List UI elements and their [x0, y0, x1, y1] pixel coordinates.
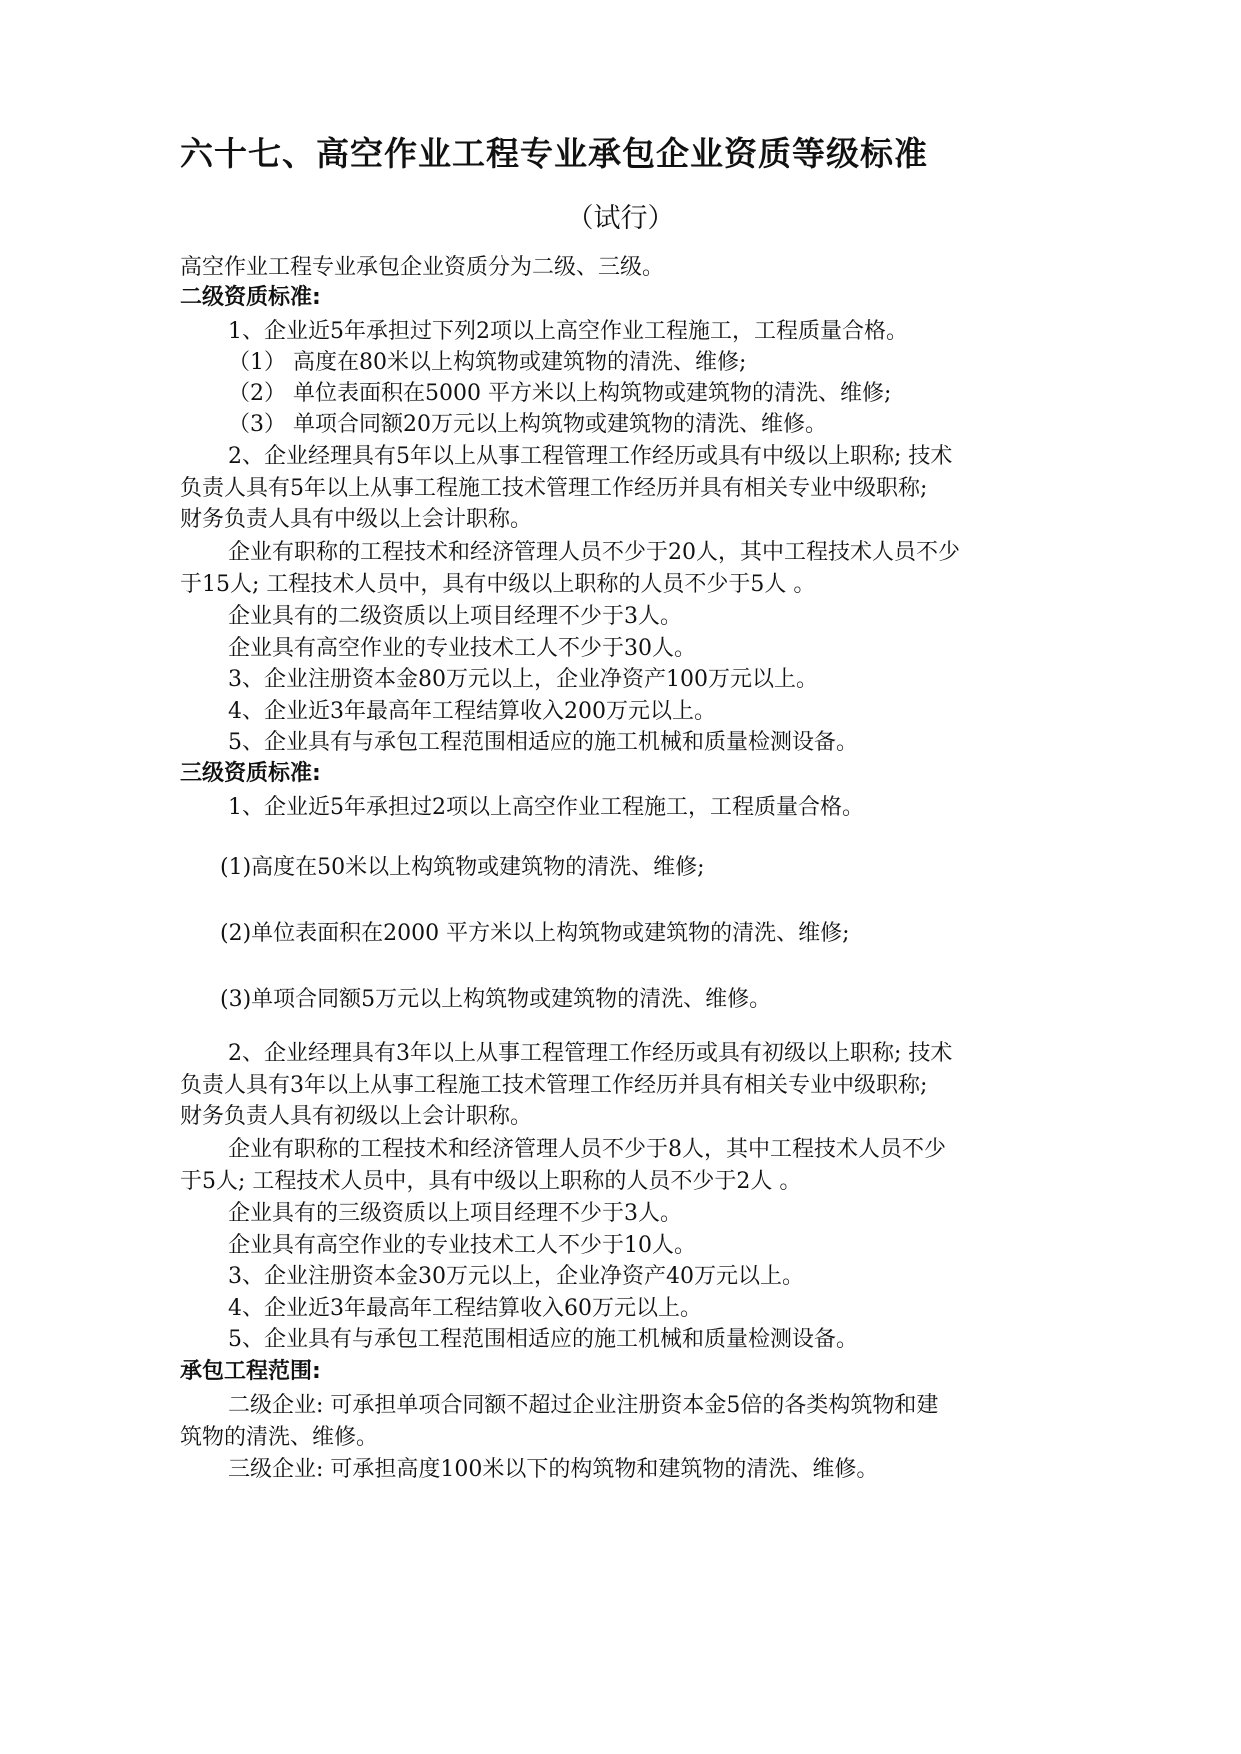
- document-subtitle: （试行）: [566, 203, 675, 234]
- grade3-item1c: (3)单项合同额5万元以上构筑物或建筑物的清洗、维修。: [220, 987, 772, 1012]
- grade3-item5: 5、企业具有与承包工程范围相适应的施工机械和质量检测设备。: [228, 1327, 858, 1352]
- grade3-item1a: (1)高度在50米以上构筑物或建筑物的清洗、维修;: [220, 855, 705, 880]
- grade2-heading: 二级资质标准:: [180, 285, 321, 310]
- grade3-item2-line2: 负责人具有3年以上从事工程施工技术管理工作经历并具有相关专业中级职称;: [180, 1073, 928, 1098]
- grade3-item2-line4: 企业有职称的工程技术和经济管理人员不少于8人，其中工程技术人员不少: [228, 1137, 946, 1162]
- scope-grade2-line1: 二级企业: 可承担单项合同额不超过企业注册资本金5倍的各类构筑物和建: [228, 1393, 939, 1418]
- grade3-item4: 4、企业近3年最高年工程结算收入60万元以上。: [228, 1296, 702, 1321]
- grade2-item3: 3、企业注册资本金80万元以上，企业净资产100万元以上。: [228, 667, 818, 692]
- grade2-item2-line3: 财务负责人具有中级以上会计职称。: [180, 507, 533, 532]
- grade2-item2-line7: 企业具有高空作业的专业技术工人不少于30人。: [228, 636, 696, 661]
- grade2-item2-line4: 企业有职称的工程技术和经济管理人员不少于20人，其中工程技术人员不少: [228, 540, 960, 565]
- grade2-item1c: （3） 单项合同额20万元以上构筑物或建筑物的清洗、维修。: [228, 412, 827, 437]
- grade2-item5: 5、企业具有与承包工程范围相适应的施工机械和质量检测设备。: [228, 730, 858, 755]
- grade2-item1b: （2） 单位表面积在5000 平方米以上构筑物或建筑物的清洗、维修;: [228, 381, 892, 406]
- grade2-item1: 1、企业近5年承担过下列2项以上高空作业工程施工，工程质量合格。: [228, 319, 908, 344]
- scope-grade2-line2: 筑物的清洗、维修。: [180, 1425, 379, 1450]
- grade2-item2-line1: 2、企业经理具有5年以上从事工程管理工作经历或具有中级以上职称; 技术: [228, 444, 953, 469]
- grade3-item2-line7: 企业具有高空作业的专业技术工人不少于10人。: [228, 1233, 696, 1258]
- grade2-item1a: （1） 高度在80米以上构筑物或建筑物的清洗、维修;: [228, 350, 747, 375]
- grade2-item2-line6: 企业具有的二级资质以上项目经理不少于3人。: [228, 604, 682, 629]
- grade2-item2-line2: 负责人具有5年以上从事工程施工技术管理工作经历并具有相关专业中级职称;: [180, 476, 928, 501]
- grade3-item2-line6: 企业具有的三级资质以上项目经理不少于3人。: [228, 1201, 682, 1226]
- grade3-item3: 3、企业注册资本金30万元以上，企业净资产40万元以上。: [228, 1264, 804, 1289]
- grade3-item2-line1: 2、企业经理具有3年以上从事工程管理工作经历或具有初级以上职称; 技术: [228, 1041, 953, 1066]
- document-title: 六十七、高空作业工程专业承包企业资质等级标准: [180, 134, 928, 173]
- intro-text: 高空作业工程专业承包企业资质分为二级、三级。: [180, 255, 665, 280]
- grade3-item1b: (2)单位表面积在2000 平方米以上构筑物或建筑物的清洗、维修;: [220, 921, 850, 946]
- grade2-item4: 4、企业近3年最高年工程结算收入200万元以上。: [228, 699, 716, 724]
- grade3-item2-line3: 财务负责人具有初级以上会计职称。: [180, 1104, 533, 1129]
- grade3-item1: 1、企业近5年承担过2项以上高空作业工程施工，工程质量合格。: [228, 795, 864, 820]
- scope-grade3: 三级企业: 可承担高度100米以下的构筑物和建筑物的清洗、维修。: [228, 1457, 879, 1482]
- grade3-item2-line5: 于5人; 工程技术人员中，具有中级以上职称的人员不少于2人 。: [180, 1169, 802, 1194]
- scope-heading: 承包工程范围:: [180, 1359, 321, 1384]
- grade3-heading: 三级资质标准:: [180, 761, 321, 786]
- grade2-item2-line5: 于15人; 工程技术人员中，具有中级以上职称的人员不少于5人 。: [180, 572, 816, 597]
